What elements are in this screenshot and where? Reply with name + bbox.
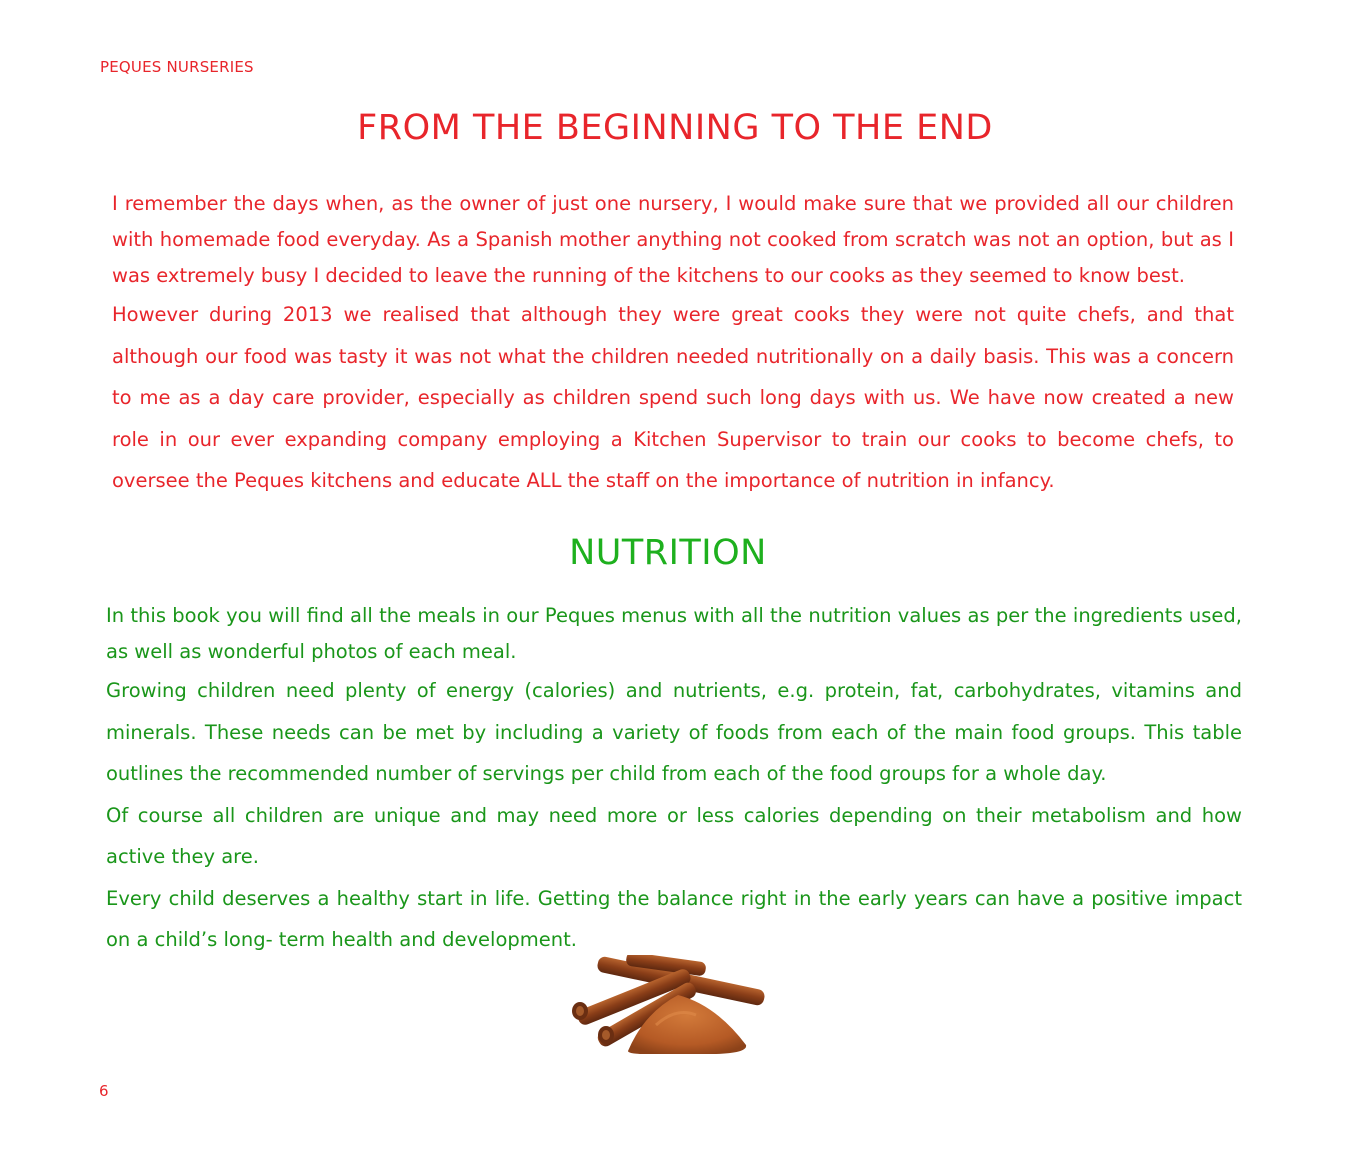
nutrition-paragraph: In this book you will find all the meals in our Peques menus with all the nutrition values as per the ingredients used, as well as wonderful photos of each meal. xyxy=(106,604,1242,663)
intro-paragraph: However during 2013 we realised that although they were great cooks they were not quite chefs, and that although our food was tasty it was not what the children needed nutritionally on a daily basis. This was a concern to me as a day care provider, especially as children spend such long days with us. We have now created a new role in our ever expanding company employing a Kitchen Supervisor to train our cooks to become chefs, to oversee the Peques kitchens and educate ALL the staff on the importance of nutrition in infancy. xyxy=(112,303,1234,492)
header-label: PEQUES NURSERIES xyxy=(100,58,254,76)
intro-section xyxy=(112,186,1234,502)
section-title-nutrition: NUTRITION xyxy=(569,533,767,573)
nutrition-paragraph: Of course all children are unique and may need more or less calories depending on their metabolism and how active they are. xyxy=(106,803,1242,868)
cinnamon-image xyxy=(566,955,782,1055)
intro-paragraph: I remember the days when, as the owner of just one nursery, I would make sure that we provided all our children with homemade food everyday. As a Spanish mother anything not cooked from scratch was not an option, but as I was extremely busy I decided to leave the running of the kitchens to our cooks as they seemed to know best. xyxy=(112,192,1234,287)
nutrition-paragraph: Growing children need plenty of energy (calories) and nutrients, e.g. protein, fat, carbohydrates, vitamins and minerals. These needs can be met by including a variety of foods from each of the main food groups. This table outlines the recommended number of servings per child from each of the food groups for a whole day. xyxy=(106,679,1242,785)
page-number: 6 xyxy=(99,1082,109,1100)
cinnamon-powder xyxy=(628,995,746,1054)
page-title: FROM THE BEGINNING TO THE END xyxy=(357,108,993,148)
nutrition-paragraph: Every child deserves a healthy start in life. Getting the balance right in the early years can have a positive impact on a child’s long- term health and development. xyxy=(106,886,1242,951)
nutrition-section xyxy=(106,598,1242,961)
